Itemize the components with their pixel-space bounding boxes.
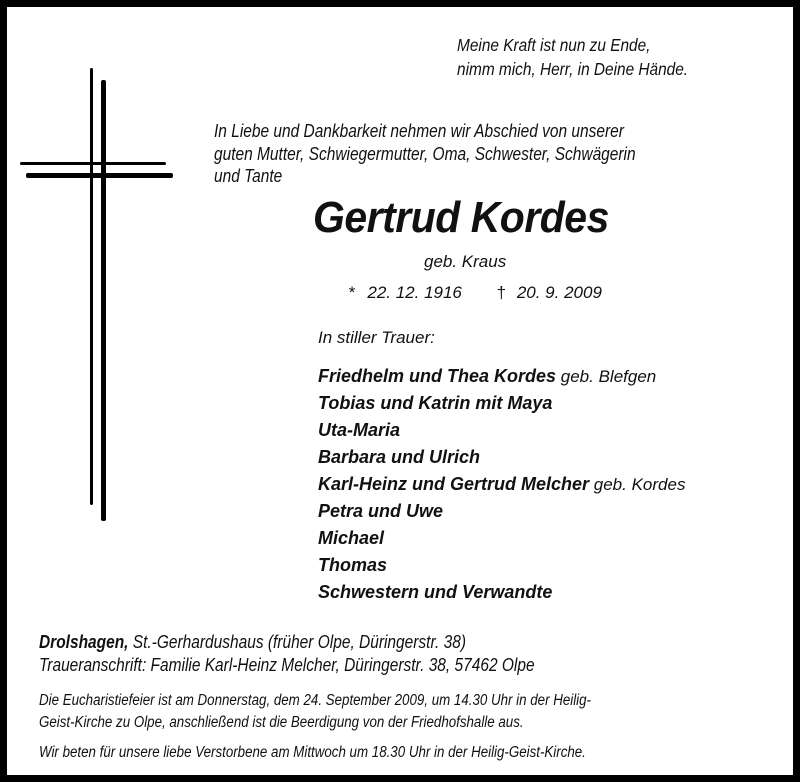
place-detail: St.-Gerhardushaus (früher Olpe, Düringerstr. 38) [128, 632, 467, 652]
intro-line: In Liebe und Dankbarkeit nehmen wir Abschied von unserer [214, 121, 624, 141]
motto-line: nimm mich, Herr, in Deine Hände. [457, 59, 689, 79]
mourning-address: Traueranschrift: Familie Karl-Heinz Melcher, Düringerstr. 38, 57462 Olpe [39, 655, 535, 675]
mourning-label: In stiller Trauer: [318, 328, 435, 347]
cross-thin-horizontal [20, 162, 166, 165]
birth-star-icon: * [348, 283, 355, 302]
mourner-item [318, 579, 685, 606]
mourner-name: Thomas [318, 555, 388, 575]
service-line: Geist-Kirche zu Olpe, anschließend ist die Beerdigung von der Friedhofshalle aus. [39, 713, 524, 731]
mourner-item [318, 471, 685, 498]
deceased-name: Gertrud Kordes [313, 193, 609, 242]
cross-thick-horizontal [26, 173, 173, 178]
mourner-item [318, 417, 685, 444]
mourners-list [318, 363, 685, 606]
motto-line: Meine Kraft ist nun zu Ende, [457, 35, 651, 55]
mourner-item [318, 498, 685, 525]
cross-thin-vertical [90, 68, 93, 505]
mourner-item [318, 444, 685, 471]
place-line [39, 632, 466, 653]
cross-thick-vertical [101, 80, 106, 521]
mourner-name: Petra und Uwe [318, 501, 444, 521]
mourner-suffix: geb. Blefgen [556, 367, 657, 386]
life-dates [348, 283, 602, 303]
mourner-name: Tobias und Katrin mit Maya [318, 393, 553, 413]
birth-date: 22. 12. 1916 [367, 283, 462, 302]
mourner-name: Friedhelm und Thea Kordes [318, 366, 557, 386]
mourner-item [318, 552, 685, 579]
service-info [39, 690, 787, 733]
mourner-item [318, 525, 685, 552]
place-name: Drolshagen, [39, 632, 129, 652]
mourner-item [318, 363, 685, 390]
mourner-name: Michael [318, 528, 385, 548]
mourner-item [318, 390, 685, 417]
intro-text [214, 120, 636, 188]
maiden-name: geb. Kraus [424, 252, 507, 271]
mourner-name: Karl-Heinz und Gertrud Melcher [318, 474, 590, 494]
motto-verse [457, 33, 688, 81]
mourner-name: Uta-Maria [318, 420, 401, 440]
death-cross-icon: † [496, 283, 507, 302]
obituary-notice [7, 7, 793, 775]
mourner-suffix: geb. Kordes [589, 475, 686, 494]
prayer-info: Wir beten für unsere liebe Verstorbene am Mittwoch um 18.30 Uhr in der Heilig-Geist-Kirche. [39, 744, 586, 761]
mourner-name: Schwestern und Verwandte [318, 582, 553, 602]
service-line: Die Eucharistiefeier ist am Donnerstag, dem 24. September 2009, um 14.30 Uhr in der Heilig- [39, 692, 591, 709]
intro-line: und Tante [214, 166, 283, 186]
death-date: 20. 9. 2009 [516, 283, 602, 302]
mourner-name: Barbara und Ulrich [318, 447, 481, 467]
intro-line: guten Mutter, Schwiegermutter, Oma, Schwester, Schwägerin [214, 143, 636, 164]
